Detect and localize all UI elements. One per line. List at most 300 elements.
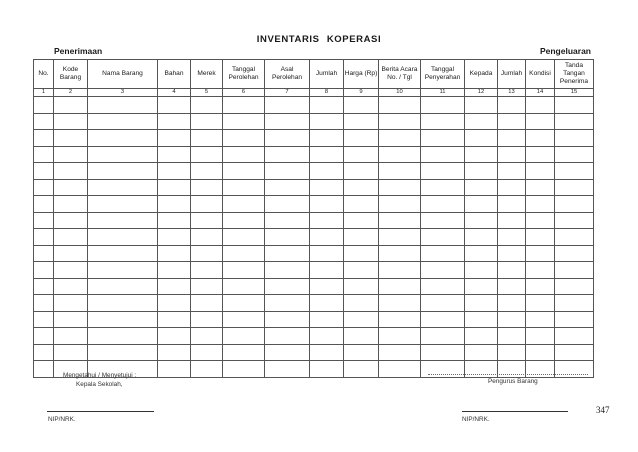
table-cell bbox=[34, 229, 54, 246]
table-cell bbox=[223, 295, 265, 312]
table-cell bbox=[158, 245, 191, 262]
table-cell bbox=[191, 311, 223, 328]
table-cell bbox=[158, 295, 191, 312]
table-cell bbox=[223, 311, 265, 328]
table-cell bbox=[310, 344, 344, 361]
table-cell bbox=[54, 179, 88, 196]
table-cell bbox=[310, 361, 344, 378]
header-row bbox=[34, 60, 594, 89]
table-cell bbox=[191, 245, 223, 262]
table-cell bbox=[498, 97, 526, 114]
document-title: INVENTARIS KOPERASI bbox=[256, 34, 382, 45]
table-cell bbox=[191, 361, 223, 378]
table-cell bbox=[498, 344, 526, 361]
table-cell bbox=[54, 229, 88, 246]
table-cell bbox=[191, 146, 223, 163]
table-cell bbox=[465, 196, 498, 213]
table-cell bbox=[344, 146, 379, 163]
table-cell bbox=[555, 311, 594, 328]
table-cell bbox=[34, 163, 54, 180]
table-cell bbox=[310, 245, 344, 262]
table-cell bbox=[310, 212, 344, 229]
table-cell bbox=[34, 278, 54, 295]
table-cell bbox=[265, 328, 310, 345]
col-header-tanggal-penyerahan: Tanggal Penyerahan bbox=[421, 60, 465, 89]
table-row bbox=[34, 196, 594, 213]
table-cell bbox=[191, 328, 223, 345]
table-cell bbox=[34, 328, 54, 345]
table-cell bbox=[526, 229, 555, 246]
col-header-no: No. bbox=[34, 60, 54, 89]
table-cell bbox=[265, 344, 310, 361]
table-cell bbox=[555, 179, 594, 196]
table-cell bbox=[191, 196, 223, 213]
table-cell bbox=[265, 179, 310, 196]
table-cell bbox=[465, 229, 498, 246]
table-cell bbox=[54, 97, 88, 114]
table-cell bbox=[379, 278, 421, 295]
table-cell bbox=[88, 278, 158, 295]
table-cell bbox=[88, 97, 158, 114]
table-cell bbox=[379, 146, 421, 163]
table-cell bbox=[265, 113, 310, 130]
table-cell bbox=[421, 212, 465, 229]
col-number: 1 bbox=[34, 89, 54, 97]
table-cell bbox=[498, 262, 526, 279]
table-cell bbox=[421, 245, 465, 262]
table-cell bbox=[526, 146, 555, 163]
table-cell bbox=[344, 97, 379, 114]
table-cell bbox=[265, 229, 310, 246]
table-cell bbox=[223, 344, 265, 361]
table-cell bbox=[54, 212, 88, 229]
signature-right-nip: NIP/NRK. bbox=[462, 416, 490, 423]
table-cell bbox=[223, 97, 265, 114]
table-cell bbox=[158, 163, 191, 180]
signature-right-dotted-line bbox=[428, 374, 588, 375]
table-cell bbox=[379, 328, 421, 345]
table-cell bbox=[526, 328, 555, 345]
table-cell bbox=[465, 179, 498, 196]
table-cell bbox=[223, 163, 265, 180]
table-cell bbox=[158, 196, 191, 213]
table-cell bbox=[498, 245, 526, 262]
table-cell bbox=[421, 179, 465, 196]
table-cell bbox=[54, 344, 88, 361]
table-body bbox=[34, 97, 594, 378]
col-number: 15 bbox=[555, 89, 594, 97]
table-cell bbox=[158, 146, 191, 163]
col-number: 7 bbox=[265, 89, 310, 97]
table-cell bbox=[465, 146, 498, 163]
table-cell bbox=[88, 295, 158, 312]
table-cell bbox=[498, 295, 526, 312]
table-row bbox=[34, 262, 594, 279]
table-row bbox=[34, 328, 594, 345]
table-cell bbox=[498, 179, 526, 196]
table-cell bbox=[54, 295, 88, 312]
table-row bbox=[34, 130, 594, 147]
column-number-row bbox=[34, 89, 594, 97]
table-cell bbox=[34, 212, 54, 229]
table-cell bbox=[555, 97, 594, 114]
table-cell bbox=[34, 245, 54, 262]
table-cell bbox=[191, 163, 223, 180]
table-cell bbox=[265, 146, 310, 163]
table-cell bbox=[310, 229, 344, 246]
table-cell bbox=[54, 163, 88, 180]
table-cell bbox=[310, 179, 344, 196]
table-cell bbox=[498, 130, 526, 147]
table-cell bbox=[344, 328, 379, 345]
table-row bbox=[34, 344, 594, 361]
table-cell bbox=[465, 97, 498, 114]
table-cell bbox=[191, 212, 223, 229]
table-cell bbox=[379, 97, 421, 114]
table-cell bbox=[310, 278, 344, 295]
table-cell bbox=[158, 130, 191, 147]
table-cell bbox=[34, 146, 54, 163]
table-cell bbox=[344, 212, 379, 229]
table-cell bbox=[344, 361, 379, 378]
table-cell bbox=[265, 196, 310, 213]
table-row bbox=[34, 97, 594, 114]
table-cell bbox=[555, 278, 594, 295]
table-cell bbox=[465, 295, 498, 312]
table-cell bbox=[379, 344, 421, 361]
table-cell bbox=[555, 328, 594, 345]
table-cell bbox=[379, 262, 421, 279]
table-row bbox=[34, 113, 594, 130]
table-cell bbox=[344, 311, 379, 328]
table-cell bbox=[88, 262, 158, 279]
table-cell bbox=[34, 130, 54, 147]
table-cell bbox=[498, 311, 526, 328]
col-header-jumlah-keluar: Jumlah bbox=[498, 60, 526, 89]
table-cell bbox=[379, 130, 421, 147]
table-row bbox=[34, 311, 594, 328]
table-cell bbox=[310, 113, 344, 130]
table-cell bbox=[265, 97, 310, 114]
table-cell bbox=[54, 328, 88, 345]
table-cell bbox=[344, 295, 379, 312]
table-cell bbox=[88, 344, 158, 361]
table-cell bbox=[526, 262, 555, 279]
table-cell bbox=[421, 146, 465, 163]
table-cell bbox=[344, 262, 379, 279]
table-cell bbox=[344, 344, 379, 361]
table-cell bbox=[421, 311, 465, 328]
table-cell bbox=[158, 344, 191, 361]
table-cell bbox=[310, 163, 344, 180]
table-cell bbox=[379, 113, 421, 130]
col-header-kepada: Kepada bbox=[465, 60, 498, 89]
table-cell bbox=[265, 278, 310, 295]
table-cell bbox=[191, 262, 223, 279]
table-cell bbox=[265, 245, 310, 262]
table-cell bbox=[88, 328, 158, 345]
table-cell bbox=[54, 245, 88, 262]
table-cell bbox=[310, 97, 344, 114]
table-cell bbox=[158, 262, 191, 279]
table-cell bbox=[555, 146, 594, 163]
table-cell bbox=[158, 212, 191, 229]
col-header-merek: Merek bbox=[191, 60, 223, 89]
table-cell bbox=[465, 262, 498, 279]
table-cell bbox=[223, 113, 265, 130]
table-cell bbox=[526, 295, 555, 312]
table-cell bbox=[310, 328, 344, 345]
table-cell bbox=[498, 328, 526, 345]
table-cell bbox=[191, 344, 223, 361]
col-number: 11 bbox=[421, 89, 465, 97]
table-cell bbox=[526, 97, 555, 114]
table-cell bbox=[265, 163, 310, 180]
signature-left-title: Kepala Sekolah, bbox=[76, 381, 123, 388]
table-cell bbox=[526, 311, 555, 328]
table-cell bbox=[191, 113, 223, 130]
table-cell bbox=[54, 311, 88, 328]
table-cell bbox=[379, 295, 421, 312]
table-cell bbox=[88, 179, 158, 196]
table-cell bbox=[498, 146, 526, 163]
table-row bbox=[34, 212, 594, 229]
col-number: 9 bbox=[344, 89, 379, 97]
table-cell bbox=[555, 262, 594, 279]
table-cell bbox=[526, 212, 555, 229]
table-cell bbox=[310, 295, 344, 312]
table-cell bbox=[421, 229, 465, 246]
table-cell bbox=[310, 196, 344, 213]
page-number: 347 bbox=[596, 405, 610, 415]
table-cell bbox=[34, 196, 54, 213]
table-cell bbox=[379, 311, 421, 328]
table-cell bbox=[421, 163, 465, 180]
table-cell bbox=[88, 311, 158, 328]
table-cell bbox=[310, 130, 344, 147]
table-cell bbox=[498, 196, 526, 213]
table-cell bbox=[555, 344, 594, 361]
table-cell bbox=[191, 179, 223, 196]
table-cell bbox=[379, 229, 421, 246]
signature-left-caption: Mengetahui / Menyetujui : bbox=[63, 372, 137, 379]
col-header-nama-barang: Nama Barang bbox=[88, 60, 158, 89]
table-cell bbox=[158, 361, 191, 378]
table-cell bbox=[88, 212, 158, 229]
table-cell bbox=[158, 229, 191, 246]
table-row bbox=[34, 245, 594, 262]
table-cell bbox=[465, 328, 498, 345]
table-cell bbox=[54, 146, 88, 163]
table-cell bbox=[465, 245, 498, 262]
table-cell bbox=[88, 163, 158, 180]
table-cell bbox=[34, 262, 54, 279]
table-cell bbox=[465, 163, 498, 180]
table-cell bbox=[54, 262, 88, 279]
table-cell bbox=[421, 328, 465, 345]
table-cell bbox=[223, 262, 265, 279]
table-cell bbox=[379, 179, 421, 196]
table-cell bbox=[344, 130, 379, 147]
table-row bbox=[34, 295, 594, 312]
table-row bbox=[34, 163, 594, 180]
table-cell bbox=[465, 130, 498, 147]
table-cell bbox=[465, 278, 498, 295]
col-number: 10 bbox=[379, 89, 421, 97]
col-number: 4 bbox=[158, 89, 191, 97]
table-cell bbox=[265, 361, 310, 378]
table-cell bbox=[310, 146, 344, 163]
col-header-tanggal-perolehan: Tanggal Perolehan bbox=[223, 60, 265, 89]
col-header-bahan: Bahan bbox=[158, 60, 191, 89]
table-cell bbox=[465, 311, 498, 328]
table-cell bbox=[34, 361, 54, 378]
table-cell bbox=[265, 295, 310, 312]
table-cell bbox=[158, 278, 191, 295]
table-cell bbox=[498, 278, 526, 295]
table-cell bbox=[88, 245, 158, 262]
table-cell bbox=[223, 146, 265, 163]
table-row bbox=[34, 278, 594, 295]
table-cell bbox=[555, 113, 594, 130]
table-cell bbox=[379, 212, 421, 229]
table-cell bbox=[191, 130, 223, 147]
section-label-penerimaan: Penerimaan bbox=[54, 46, 103, 56]
table-cell bbox=[310, 262, 344, 279]
table-cell bbox=[88, 130, 158, 147]
table-cell bbox=[54, 278, 88, 295]
table-cell bbox=[158, 179, 191, 196]
col-number: 2 bbox=[54, 89, 88, 97]
table-cell bbox=[526, 278, 555, 295]
table-cell bbox=[344, 179, 379, 196]
table-row bbox=[34, 229, 594, 246]
table-cell bbox=[265, 212, 310, 229]
table-cell bbox=[526, 163, 555, 180]
table-cell bbox=[379, 163, 421, 180]
table-cell bbox=[526, 130, 555, 147]
table-cell bbox=[158, 328, 191, 345]
table-cell bbox=[421, 130, 465, 147]
table-cell bbox=[223, 196, 265, 213]
table-cell bbox=[555, 130, 594, 147]
col-header-tanda-tangan: Tanda Tangan Penerima bbox=[555, 60, 594, 89]
table-cell bbox=[265, 311, 310, 328]
table-cell bbox=[555, 212, 594, 229]
col-number: 6 bbox=[223, 89, 265, 97]
table-cell bbox=[498, 113, 526, 130]
table-cell bbox=[526, 196, 555, 213]
table-cell bbox=[158, 113, 191, 130]
table-cell bbox=[223, 245, 265, 262]
table-cell bbox=[344, 278, 379, 295]
table-cell bbox=[526, 245, 555, 262]
table-cell bbox=[379, 245, 421, 262]
table-cell bbox=[344, 196, 379, 213]
table-cell bbox=[344, 113, 379, 130]
col-number: 13 bbox=[498, 89, 526, 97]
table-cell bbox=[88, 146, 158, 163]
table-cell bbox=[379, 361, 421, 378]
table-cell bbox=[223, 328, 265, 345]
signature-left-line bbox=[47, 411, 154, 412]
table-cell bbox=[54, 113, 88, 130]
table-cell bbox=[421, 97, 465, 114]
signature-left-nip: NIP/NRK. bbox=[48, 416, 76, 423]
table-cell bbox=[555, 245, 594, 262]
table-cell bbox=[421, 113, 465, 130]
col-number: 14 bbox=[526, 89, 555, 97]
table-cell bbox=[555, 163, 594, 180]
section-label-pengeluaran: Pengeluaran bbox=[539, 46, 591, 56]
table-cell bbox=[265, 130, 310, 147]
table-cell bbox=[526, 344, 555, 361]
table-cell bbox=[191, 97, 223, 114]
table-cell bbox=[158, 311, 191, 328]
table-cell bbox=[465, 344, 498, 361]
table-row bbox=[34, 146, 594, 163]
table-cell bbox=[421, 278, 465, 295]
table-cell bbox=[379, 196, 421, 213]
col-header-berita-acara: Berita Acara No. / Tgl bbox=[379, 60, 421, 89]
table-cell bbox=[223, 361, 265, 378]
col-header-asal-perolehan: Asal Perolehan bbox=[265, 60, 310, 89]
table-cell bbox=[191, 278, 223, 295]
col-number: 8 bbox=[310, 89, 344, 97]
table-cell bbox=[421, 344, 465, 361]
table-cell bbox=[34, 97, 54, 114]
table-cell bbox=[88, 113, 158, 130]
table-cell bbox=[34, 344, 54, 361]
table-cell bbox=[223, 130, 265, 147]
table-cell bbox=[555, 295, 594, 312]
table-cell bbox=[421, 196, 465, 213]
table-cell bbox=[88, 229, 158, 246]
table-cell bbox=[223, 229, 265, 246]
col-header-kondisi: Kondisi bbox=[526, 60, 555, 89]
table-cell bbox=[54, 196, 88, 213]
table-cell bbox=[34, 179, 54, 196]
col-number: 5 bbox=[191, 89, 223, 97]
table-cell bbox=[465, 113, 498, 130]
col-number: 3 bbox=[88, 89, 158, 97]
table-cell bbox=[34, 113, 54, 130]
col-number: 12 bbox=[465, 89, 498, 97]
col-header-jumlah: Jumlah bbox=[310, 60, 344, 89]
table-cell bbox=[465, 212, 498, 229]
table-cell bbox=[88, 196, 158, 213]
table-cell bbox=[223, 212, 265, 229]
table-cell bbox=[191, 229, 223, 246]
table-cell bbox=[310, 311, 344, 328]
table-cell bbox=[421, 262, 465, 279]
table-cell bbox=[344, 245, 379, 262]
table-cell bbox=[421, 295, 465, 312]
table-cell bbox=[555, 196, 594, 213]
table-cell bbox=[54, 130, 88, 147]
table-cell bbox=[34, 311, 54, 328]
table-cell bbox=[158, 97, 191, 114]
inventory-table bbox=[33, 59, 594, 378]
signature-right-title: Pengurus Barang bbox=[488, 378, 538, 385]
table-cell bbox=[498, 163, 526, 180]
table-cell bbox=[498, 212, 526, 229]
table-cell bbox=[223, 278, 265, 295]
table-row bbox=[34, 179, 594, 196]
table-cell bbox=[223, 179, 265, 196]
signature-right-line bbox=[462, 411, 568, 412]
col-header-kode-barang: Kode Barang bbox=[54, 60, 88, 89]
